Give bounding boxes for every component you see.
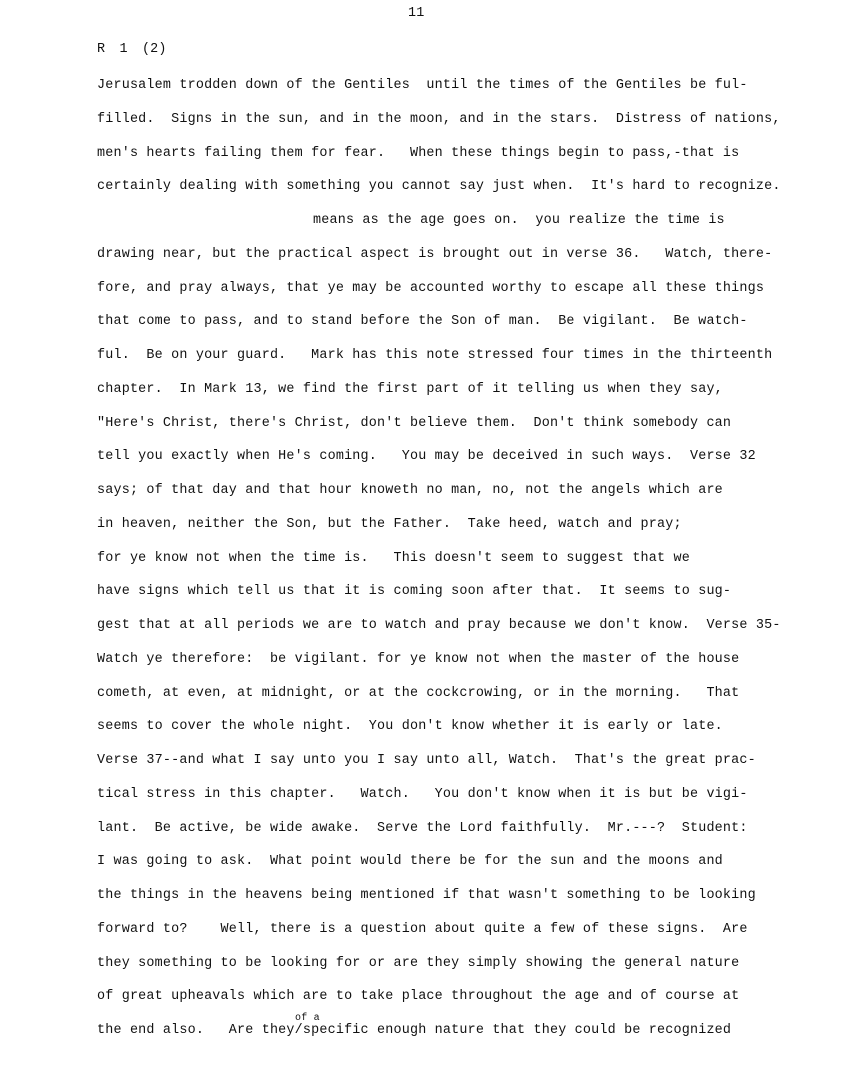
text-line: chapter. In Mark 13, we find the first part of it telling us when they say, (97, 381, 723, 397)
text-line: drawing near, but the practical aspect is brought out in verse 36. Watch, there- (97, 246, 773, 262)
text-line: gest that at all periods we are to watch and pray because we don't know. Verse 35- (97, 618, 781, 633)
text-line: ful. Be on your guard. Mark has this note stressed four times in the thirteenth (97, 348, 773, 363)
text-line: tical stress in this chapter. Watch. You don't know when it is but be vigi- (97, 786, 748, 802)
text-line: tell you exactly when He's coming. You may be deceived in such ways. Verse 32 (97, 449, 756, 465)
text-line: certainly dealing with something you cannot say just when. It's hard to recognize. (97, 179, 781, 195)
handwritten-insertion: of a (295, 1013, 320, 1024)
text-line: in heaven, neither the Son, but the Father. Take heed, watch and pray; (97, 516, 682, 532)
text-line: men's hearts failing them for fear. When these things begin to pass,-that is (97, 145, 740, 161)
text-line: the things in the heavens being mentioned if that wasn't something to be looking (97, 888, 756, 903)
text-line: fore, and pray always, that ye may be accounted worthy to escape all these things (97, 280, 765, 296)
text-line: cometh, at even, at midnight, or at the cockcrowing, or in the morning. That (97, 685, 740, 701)
body-text (97, 76, 817, 1055)
text-line: Jerusalem trodden down of the Gentiles until the times of the Gentiles be ful- (97, 78, 748, 93)
text-line: seems to cover the whole night. You don't know whether it is early or late. (97, 719, 723, 735)
page-number: 11 (408, 6, 425, 21)
text-line: for ye know not when the time is. This doesn't seem to suggest that we (97, 550, 690, 566)
text-line: have signs which tell us that it is coming soon after that. It seems to sug- (97, 584, 732, 600)
text-line: of great upheavals which are to take place throughout the age and of course at (97, 989, 740, 1005)
text-line: the end also. Are they/specific enough nature that they could be recognized (97, 1023, 732, 1038)
header-reference: R 1 (2) (97, 42, 167, 57)
text-line: Watch ye therefore: be vigilant. for ye know not when the master of the house (97, 651, 740, 667)
text-line: means as the age goes on. you realize the time is (313, 213, 725, 228)
text-line: filled. Signs in the sun, and in the moon, and in the stars. Distress of nations, (97, 111, 781, 127)
text-line: Verse 37--and what I say unto you I say unto all, Watch. That's the great prac- (97, 753, 756, 768)
text-line: says; of that day and that hour knoweth no man, no, not the angels which are (97, 483, 723, 498)
text-line: lant. Be active, be wide awake. Serve the Lord faithfully. Mr.---? Student: (97, 820, 748, 836)
text-line: they something to be looking for or are they simply showing the general nature (97, 955, 740, 971)
text-line: I was going to ask. What point would there be for the sun and the moons and (97, 854, 723, 870)
text-line: forward to? Well, there is a question about quite a few of these signs. Are (97, 921, 748, 937)
text-line: "Here's Christ, there's Christ, don't believe them. Don't think somebody can (97, 415, 732, 431)
text-line: that come to pass, and to stand before the Son of man. Be vigilant. Be watch- (97, 314, 748, 330)
